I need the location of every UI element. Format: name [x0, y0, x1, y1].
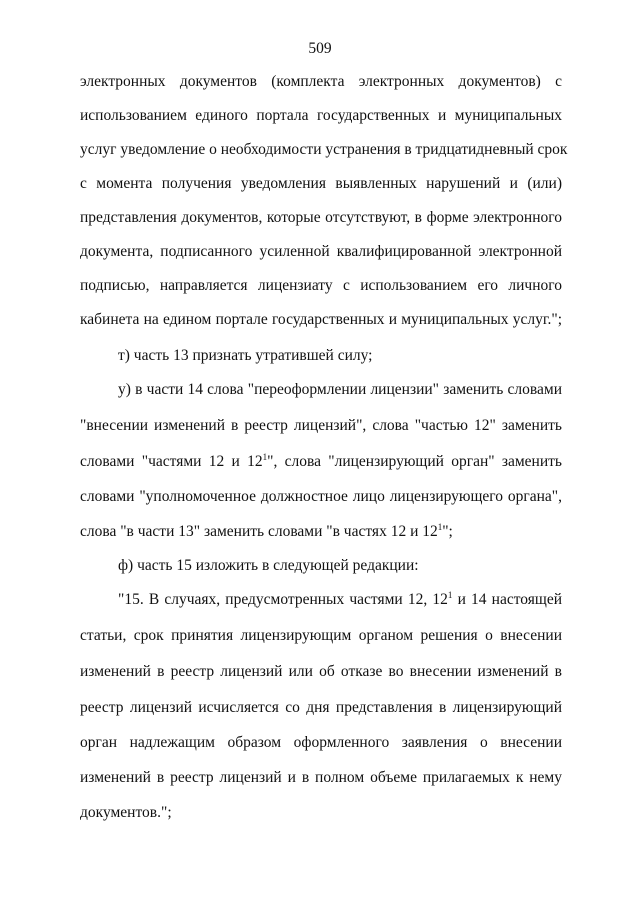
text-line: изменений в реестр лицензий и в полном объеме прилагаемых к нему [80, 769, 562, 786]
page-number: 509 [308, 40, 332, 57]
text-line: изменений в реестр лицензий или об отказе во внесении изменений в [80, 663, 562, 680]
superscript: 1 [447, 590, 453, 600]
text-line: статьи, срок принятия лицензирующим органом решения о внесении [80, 627, 562, 644]
text-line [80, 452, 562, 472]
text-line: у) в части 14 слова "переоформлении лицензии" заменить словами [118, 381, 562, 398]
text-line: с момента получения уведомления выявленных нарушений и (или) [80, 175, 562, 192]
text-segment: слова "в части 13" заменить словами "в частях 12 и 12 [80, 523, 438, 540]
superscript: 1 [262, 452, 268, 462]
text-line [80, 522, 562, 542]
text-segment: ", слова "лицензирующий орган" заменить [267, 453, 562, 470]
text-segment: и 14 настоящей [452, 591, 562, 608]
text-line: кабинета на едином портале государственных и муниципальных услуг."; [80, 311, 562, 328]
text-line: реестр лицензий исчисляется со дня представления в лицензирующий [80, 699, 562, 716]
text-line: орган надлежащим образом оформленного заявления о внесении [80, 734, 562, 751]
text-line: услуг уведомление о необходимости устранения в тридцатидневный срок [80, 141, 568, 158]
text-line: электронных документов (комплекта электронных документов) с [80, 73, 562, 90]
text-line: представления документов, которые отсутствуют, в форме электронного [80, 209, 562, 226]
text-segment: "15. В случаях, предусмотренных частями 12, 12 [118, 591, 448, 608]
text-line: документов."; [80, 804, 172, 821]
text-segment: "; [442, 523, 453, 540]
superscript: 1 [437, 522, 443, 532]
text-line: "внесении изменений в реестр лицензий", слова "частью 12" заменить [80, 417, 562, 434]
text-line: словами "уполномоченное должностное лицо лицензирующего органа", [80, 488, 562, 505]
text-line [118, 590, 562, 610]
text-line: т) часть 13 признать утратившей силу; [118, 347, 373, 364]
text-line: использованием единого портала государственных и муниципальных [80, 107, 562, 124]
text-line: ф) часть 15 изложить в следующей редакции: [118, 557, 419, 574]
text-line: подписью, направляется лицензиату с использованием его личного [80, 277, 562, 294]
text-segment: словами "частями 12 и 12 [80, 453, 263, 470]
text-line: документа, подписанного усиленной квалифицированной электронной [80, 243, 562, 260]
